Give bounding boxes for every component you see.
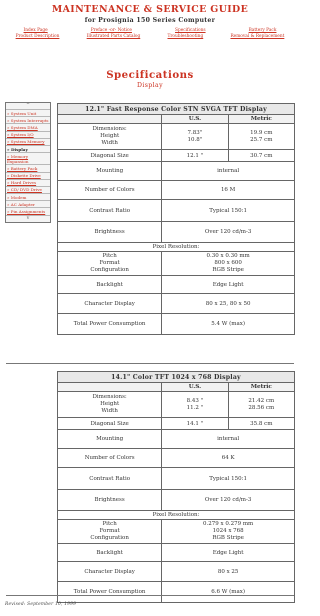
nav-link-illustrated-parts-catalog[interactable]: Illustrated Parts Catalog (86, 34, 141, 39)
row-label-mounting: Mounting (58, 162, 162, 181)
cell-backlight: Edge Light (162, 544, 295, 562)
revised-date: Revised: September 10, 1999 (5, 602, 77, 607)
row-label-pitch-format-config: Pitch Format Configuration (58, 252, 162, 276)
row-label-mounting: Mounting (58, 430, 162, 449)
row-label-character-display: Character Display (58, 294, 162, 314)
row-label-contrast-ratio: Contrast Ratio (58, 468, 162, 490)
cell-total-power: 6.6 W (max) (162, 582, 295, 603)
table-header-blank (58, 115, 162, 124)
row-label-total-power: Total Power Consumption (58, 314, 162, 335)
cell-number-of-colors: 64 K (162, 449, 295, 468)
top-nav-row-2 (2, 34, 298, 39)
section-divider (6, 363, 294, 364)
section-title: Display (136, 82, 164, 89)
nav-link-index-page[interactable]: Index Page (23, 28, 48, 33)
guide-subtitle: for Prosignia 150 Series Computer (84, 17, 216, 24)
guide-title: MAINTENANCE & SERVICE GUIDE (51, 4, 249, 15)
row-label-total-power: Total Power Consumption (58, 582, 162, 603)
cell-dimensions-metric: 21.42 cm 28.56 cm (228, 392, 294, 418)
row-label-dimensions: Dimensions: Height Width (58, 124, 162, 150)
nav-link-troubleshooting[interactable]: Troubleshooting (167, 34, 204, 39)
cell-contrast-ratio: Typical 150:1 (162, 200, 295, 222)
cell-brightness: Over 120 cd/m-3 (162, 490, 295, 511)
nav-link-removal-replacement[interactable]: Removal & Replacement (230, 34, 285, 39)
row-label-backlight: Backlight (58, 544, 162, 562)
sidebar-item-system-unit[interactable]: » System Unit (6, 110, 50, 117)
table-header-blank (58, 383, 162, 392)
page-title: Specifications (106, 69, 194, 81)
sidebar-item-hard-drives[interactable]: » Hard Drives (6, 180, 50, 187)
nav-link-battery-pack[interactable]: Battery Pack (248, 28, 277, 33)
spec-table-14-1-display (57, 371, 295, 603)
row-label-dimensions: Dimensions: Height Width (58, 392, 162, 418)
cell-pitch-format-config: 0.30 x 0.30 mm 800 x 600 RGB Stripe (162, 252, 295, 276)
row-label-diagonal-size: Diagonal Size (58, 418, 162, 430)
sidebar-item-display[interactable]: » Display (6, 146, 50, 153)
sidebar-item-cd-dvd-drive[interactable]: » CD/ DVD Drive (6, 187, 50, 194)
spec-table-12-1-display (57, 103, 295, 335)
table-header-metric: Metric (228, 115, 294, 124)
sidebar-up-arrow-icon[interactable]: ^ (6, 103, 50, 110)
nav-link-preface-notice[interactable]: Preface -or- Notice (90, 28, 132, 33)
row-label-pixel-resolution: Pixel Resolution: (58, 243, 295, 252)
table-caption: 14.1" Color TFT 1024 x 768 Display (58, 372, 295, 383)
row-label-pixel-resolution: Pixel Resolution: (58, 511, 295, 520)
sidebar-spec-menu (5, 102, 51, 223)
row-label-pitch-format-config: Pitch Format Configuration (58, 520, 162, 544)
footer-divider (6, 595, 294, 596)
cell-character-display: 80 x 25 (162, 562, 295, 582)
top-nav-row-1 (2, 28, 298, 33)
cell-diagonal-metric: 30.7 cm (228, 150, 294, 162)
cell-total-power: 5.4 W (max) (162, 314, 295, 335)
nav-link-product-description[interactable]: Product Description (15, 34, 60, 39)
cell-dimensions-us: 7.83" 10.8" (162, 124, 228, 150)
sidebar-item-system-memory[interactable]: » System Memory (6, 139, 50, 146)
sidebar-item-diskette-drive[interactable]: » Diskette Drive (6, 173, 50, 180)
table-caption: 12.1" Fast Response Color STN SVGA TFT Display (58, 104, 295, 115)
cell-brightness: Over 120 cd/m-3 (162, 222, 295, 243)
sidebar-down-arrow-icon[interactable]: v (26, 215, 30, 221)
row-label-contrast-ratio: Contrast Ratio (58, 200, 162, 222)
row-label-diagonal-size: Diagonal Size (58, 150, 162, 162)
row-label-brightness: Brightness (58, 490, 162, 511)
cell-dimensions-metric: 19.9 cm 25.7 cm (228, 124, 294, 150)
row-label-character-display: Character Display (58, 562, 162, 582)
row-label-number-of-colors: Number of Colors (58, 449, 162, 468)
cell-dimensions-us: 8.43 " 11.2 " (162, 392, 228, 418)
cell-backlight: Edge Light (162, 276, 295, 294)
sidebar-item-system-dma[interactable]: » System DMA (6, 124, 50, 131)
row-label-number-of-colors: Number of Colors (58, 181, 162, 200)
table-header-us: U.S. (162, 383, 228, 392)
top-navigation (2, 28, 298, 39)
table-header-metric: Metric (228, 383, 294, 392)
cell-mounting: internal (162, 162, 295, 181)
cell-diagonal-us: 14.1 " (162, 418, 228, 430)
cell-diagonal-metric: 35.8 cm (228, 418, 294, 430)
cell-character-display: 80 x 25, 80 x 50 (162, 294, 295, 314)
sidebar-item-ac-adapter[interactable]: » AC Adapter (6, 201, 50, 208)
sidebar-item-system-interrupts[interactable]: » System Interrupts (7, 117, 49, 123)
sidebar-item-battery-pack[interactable]: » Battery Pack (6, 165, 50, 172)
row-label-brightness: Brightness (58, 222, 162, 243)
cell-contrast-ratio: Typical 150:1 (162, 468, 295, 490)
cell-mounting: internal (162, 430, 295, 449)
row-label-backlight: Backlight (58, 276, 162, 294)
nav-link-specifications[interactable]: Specifications (175, 28, 206, 33)
cell-pitch-format-config: 0.279 x 0.279 mm 1024 x 768 RGB Stripe (162, 520, 295, 544)
sidebar-item-modem[interactable]: » Modem (6, 194, 50, 201)
cell-number-of-colors: 16 M (162, 181, 295, 200)
cell-diagonal-us: 12.1 " (162, 150, 228, 162)
sidebar-item-system-io[interactable]: » System I/O (6, 132, 50, 139)
table-header-us: U.S. (162, 115, 228, 124)
sidebar-item-pin-assignments[interactable]: » Pin Assignments (6, 208, 50, 215)
sidebar-item-memory-expansion[interactable]: » Memory Expansion (6, 153, 50, 165)
